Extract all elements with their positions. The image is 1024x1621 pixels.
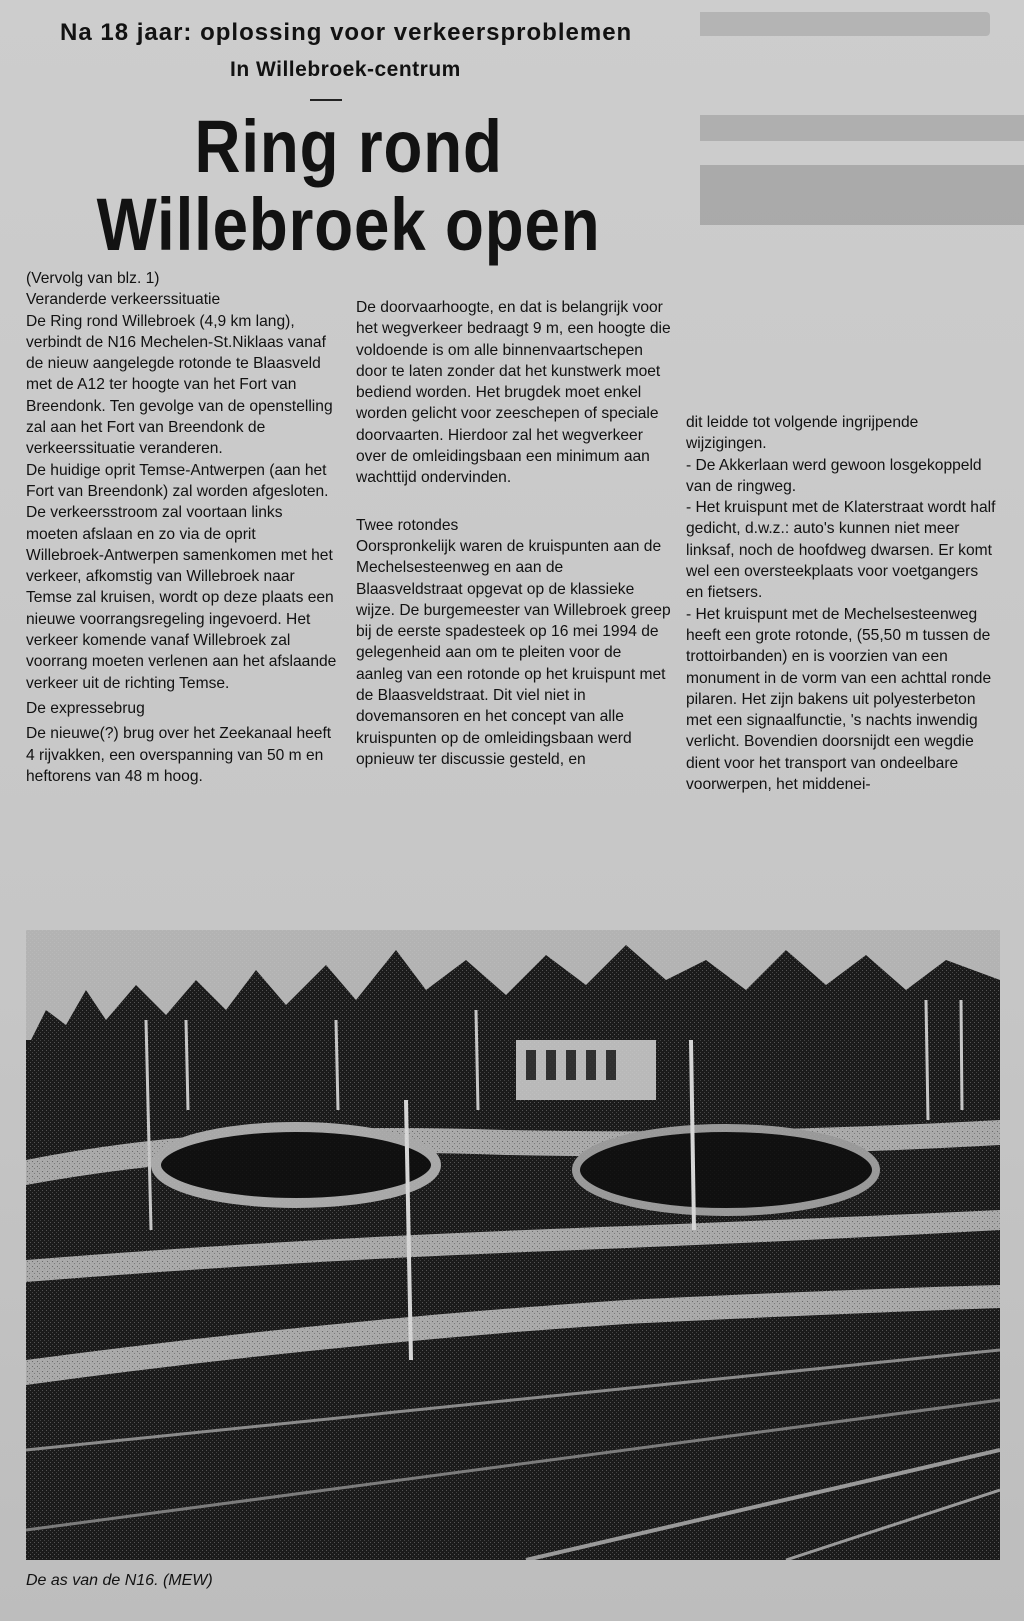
continued-note: (Vervolg van blz. 1) <box>26 270 160 287</box>
column-1 <box>26 268 338 787</box>
section-title: Twee rotondes <box>356 516 459 534</box>
paragraph: De nieuwe(?) brug over het Zeekanaal heeft 4 rijvakken, een overspanning van 50 m en heftorens van 48 m hoog. <box>26 725 332 785</box>
paragraph: De doorvaarhoogte, en dat is belangrijk voor het wegverkeer bedraagt 9 m, een hoogte die voldoende is om alle binnenvaartschepen door te laten zonder dat het kunstwerk moet bediend worden. Het brugdek moet enkel worden gelicht voor zeeschepen of speciale doorvaarten. Hierdoor zal het wegverkeer over de omleidingsbaan een minimum aan wachttijd ondervinden. <box>356 299 671 487</box>
kicker-subline: In Willebroek-centrum <box>230 58 461 81</box>
paragraph: dit leidde tot volgende ingrijpende wijzigingen. <box>686 414 919 453</box>
headline-line-1: Ring rond <box>194 105 503 188</box>
section-title: Veranderde verkeerssituatie <box>26 291 221 309</box>
section-title: De expressebrug <box>26 699 145 717</box>
paragraph: Oorspronkelijk waren de kruispunten aan de Mechelsesteenweg en aan de Blaasveldstraat opgevat op de klassieke wijze. De burgemeester van Willebroek greep bij de eerste spadesteek op 16 mei 1994 de gelegenheid aan om te pleiten voor de aanleg van een rotonde op het kruispunt met de Blaasveldstraat. Dit viel niet in dovemansoren en het concept van alle kruispunten op de omleidingsbaan werd opnieuw ter discussie gesteld, en <box>356 537 671 768</box>
headline <box>48 105 650 266</box>
roundabout-photo <box>26 930 1000 1560</box>
bleed-through <box>700 0 1024 300</box>
photo-caption: De as van de N16. (MEW) <box>26 1572 213 1589</box>
paragraph: - Het kruispunt met de Klaterstraat wordt half gedicht, d.w.z.: auto's kunnen niet meer linksaf, noch de hoofdweg dwarsen. Er komt wel een oversteekplaats voor voetgangers en fietsers. <box>686 499 996 602</box>
divider <box>310 99 342 101</box>
headline-line-2: Willebroek open <box>96 183 601 266</box>
column-3 <box>686 412 998 795</box>
photo-illustration <box>26 930 1000 1560</box>
paragraph: - Het kruispunt met de Mechelsesteenweg heeft een grote rotonde, (55,50 m tussen de trottoirbanden) en is voorzien van een monument in de vorm van een achttal ronde pilaren. Het zijn bakens uit polyesterbeton met een signaalfunctie, 's nachts inwendig verlicht. Bovendien doorsnijdt een wegdie dient voor het transport van ondeelbare voorwerpen, het middenei- <box>686 605 992 794</box>
kicker-line: Na 18 jaar: oplossing voor verkeersproblemen <box>60 19 633 46</box>
paragraph: - De Akkerlaan werd gewoon losgekoppeld van de ringweg. <box>686 456 982 495</box>
column-2 <box>356 297 672 770</box>
paragraph: De huidige oprit Temse-Antwerpen (aan het Fort van Breendonk) zal worden afgesloten. De verkeersstroom zal voortaan links moeten afslaan en zo via de oprit Willebroek-Antwerpen samenkomen met het verkeer, afkomstig van Willebroek naar Temse zal kruisen, wordt op deze plaats een nieuwe voorrangsregeling ingevoerd. Het verkeer komende vanaf Willebroek zal voorrang moeten verlenen aan het afslaande verkeer uit de richting Temse. <box>26 461 337 692</box>
paragraph: De Ring rond Willebroek (4,9 km lang), verbindt de N16 Mechelen-St.Niklaas vanaf de nieuw aangelegde rotonde te Blaasveld met de A12 ter hoogte van het Fort van Breendonk. Ten gevolge van de openstelling zal aan het Fort van Breendonk de verkeerssituatie veranderen. <box>26 312 333 458</box>
